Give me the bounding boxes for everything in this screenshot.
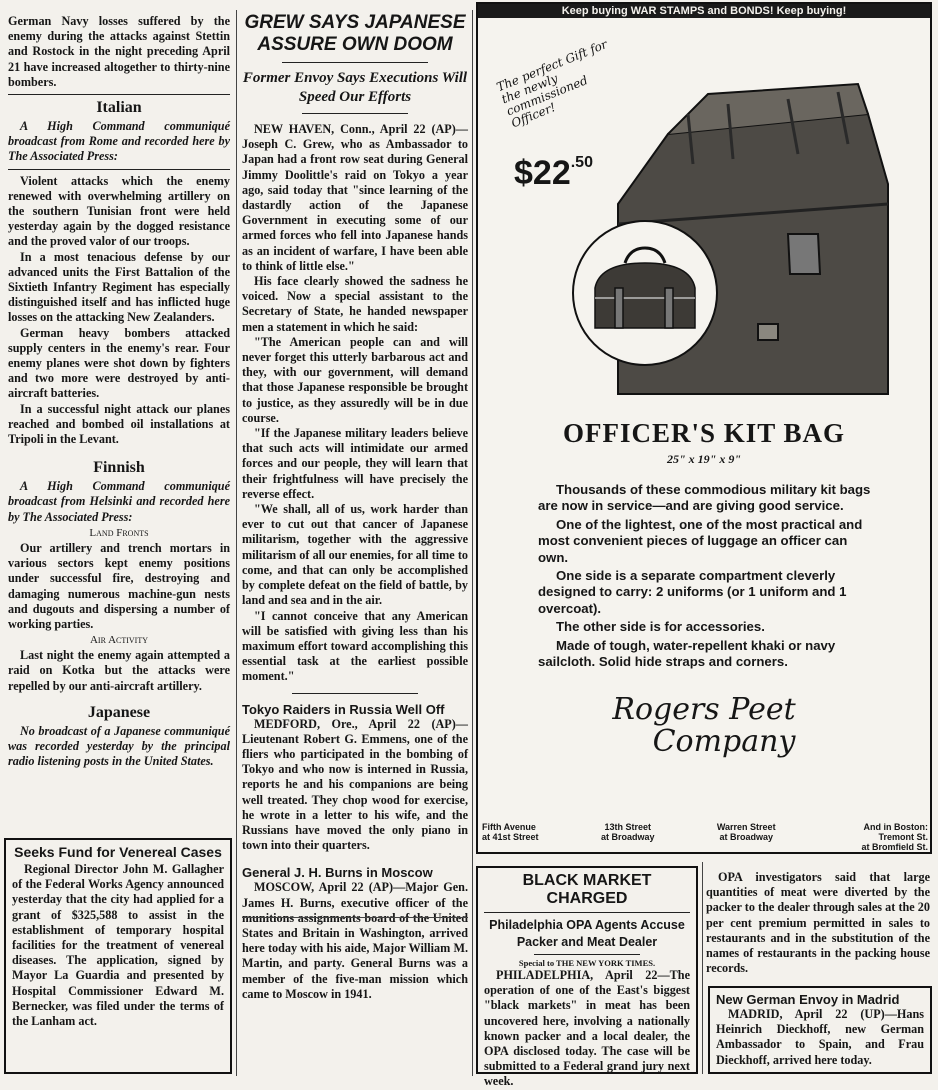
japanese-heading: Japanese [87,703,151,721]
price-dollars: $22 [514,154,571,192]
burns-text: MOSCOW, April 22 (AP)—Major Gen. James H. Burns, executive officer of the munitions assignments board of the United States and Britain in Washington, arrived here today with his aide, Major William M. Martin, and party. General Burns was a member of the five-man mission which came to Moscow in 1941. [242,880,468,1001]
price-cents: .50 [570,154,593,171]
black-market-heading: BLACK MARKET CHARGED [522,872,652,907]
air-activity-label: Air Activity [89,634,149,647]
black-market-subhead: Philadelphia OPA Agents Accuse Packer and Meat Dealer [489,918,685,949]
italian-lead: A High Command communiqué broadcast from Rome and recorded here by The Associated Press: [8,119,230,164]
raiders-text: MEDFORD, Ore., April 22 (AP)—Lieutenant Robert G. Emmens, one of the fliers who participated in the bombing of Tokyo and who now is interned in Russia, reports he and his companions are being well treated. They chop wood for exercise, he wrote in a letter to his wife, and the Russians have moved the only piano in town into their quarters. [242,716,468,853]
venereal-heading: Seeks Fund for Venereal Cases [14,844,222,860]
small-bag-inset [570,218,720,368]
brand-line2: Company [652,724,796,759]
brand-line1: Rogers Peet [612,692,796,727]
script-note: The perfect Gift for the newly commissioned Officer! [494,37,610,131]
kit-bag-advertisement [476,2,932,854]
finnish-lead: A High Command communiqué broadcast from Helsinki and recorded here by The Associated Press: [8,479,230,524]
land-fronts-text: Our artillery and trench mortars in various sectors kept enemy positions under successful fire, destroying and damaging numerous machine-gun nests and dugouts and dispersing a number of working parties. [8,540,230,631]
envoy-article [708,986,932,1074]
war-bonds-banner: Keep buying WAR STAMPS and BONDS! Keep buying! [478,4,930,18]
navy-losses-text: German Navy losses suffered by the enemy during the attacks against Stettin and Rostock in the night preceding April 21 have increased altogether to thirty-nine bombers. [8,14,230,89]
ad-copy: Thousands of these commodious military kit bags are now in service—and are giving good service. One of the lightest, one of the most practical and most convenient pieces of luggage an officer can own. One side is a separate compartment cleverly designed to carry: 2 uniforms (or 1 uniform and 1 overcoat). The other side is for accessories. Made of tough, water-repellent khaki or navy sailcloth. Solid hide straps and corners. [538,482,871,670]
finnish-heading: Finnish [93,459,145,477]
air-activity-text: Last night the enemy again attempted a raid on Kotka but the attacks were repelled by our anti-aircraft artillery. [8,648,230,693]
black-market-article [476,866,698,1089]
column-grew-article [242,12,468,1076]
opa-continuation [706,870,930,982]
italian-heading: Italian [96,99,142,117]
column-war-communiques [8,14,230,834]
special-dispatch: Special to THE NEW YORK TIMES. [518,958,656,968]
venereal-text: Regional Director John M. Gallagher of the Federal Works Agency announced yesterday that the city had applied for a grant of $325,588 to assist in the establishment of temporary hospital facilities for the treatment of venereal diseases. The application, signed by Mayor La Guardia and presented by Hospital Commissioner Edward M. Bernecker, was filed under the terms of the Lanham act. [12,862,224,1029]
grew-headline: GREW SAYS JAPANESE ASSURE OWN DOOM [244,12,466,55]
italian-body: Violent attacks which the enemy renewed with overwhelming artillery on the southern Tunisian front were held yesterday again by the dogged resistance and the proved valor of our troops. In a most tenacious defense by our advanced units the First Battalion of the Sixtieth Infantry Regiment has especially distinguished itself and has inflicted huge losses on the attacking New Zealanders. German heavy bombers attacked supply centers in the enemy's rear. Four enemy planes were shot down by fighters and two more were destroyed by anti-aircraft batteries. In a successful night attack our planes reached and bombed oil installations at Tripoli in the Levant. [8,173,230,447]
ad-title: OFFICER'S KIT BAG [562,418,846,448]
grew-body: NEW HAVEN, Conn., April 22 (AP)—Joseph C. Grew, who as Ambassador to Japan had a front row seat during General Jimmy Doolittle's raid on Tokyo a year ago, said today that "since learning of the dastardly action of the Japanese Government in executing some of our armed forces who fell into Japanese hands as an incident of warfare, I have been able to think of little else." His face clearly showed the sadness he voiced. Now a special assistant to the Secretary of State, he handed newspaper men a statement in which he said: "The American people can and will never forget this utterly barbarous act and they, with our government, will demand that those Japanese responsible be brought to justice, as they assuredly will be in due course. "If the Japanese military leaders believe that such acts will intimidate our armed forces and our people, they will learn that their frightfulness will have precisely the reverse effect. "We shall, all of us, work harder than ever to cut out that cancer of Japanese militarism, together with the aggressive militarism of all our enemies, for all time to come, and that can only be accomplished by complete defeat on the field of battle, by land and sea and in the air. "I cannot conceive that any American will be satisfied with giving less than his maximum effort toward accomplishing this essential task at the earliest possible moment." [242,122,468,684]
land-fronts-label: Land Fronts [89,526,149,539]
venereal-article [4,838,232,1074]
japanese-lead: No broadcast of a Japanese communiqué was recorded yesterday by the principal radio listening posts in the United States. [8,723,230,769]
envoy-heading: New German Envoy in Madrid [716,992,900,1007]
raiders-heading: Tokyo Raiders in Russia Well Off [242,701,445,717]
store-warren-street: Warren Street at Broadway [716,822,776,842]
store-fifth-avenue: Fifth Avenue at 41st Street [482,822,539,842]
store-locations [482,822,928,852]
opa-text: OPA investigators said that large quantities of meat were diverted by the packer to the dealer through sales at the 20 per cent premium permitted in sales to restaurants and in the substitution of the names of restaurants in the packing house records. [706,870,930,976]
envoy-text: MADRID, April 22 (UP)—Hans Heinrich Dieckhoff, new German Ambassador to Spain, and Frau Dieckhoff, arrived here today. [716,1007,924,1067]
grew-deck: Former Envoy Says Executions Will Speed Our Efforts [242,70,468,105]
store-13th-street: 13th Street at Broadway [600,822,655,842]
brand-logo [478,694,930,758]
burns-heading: General J. H. Burns in Moscow [242,865,433,881]
store-boston: And in Boston: Tremont St. at Bromfield St. [861,822,928,852]
ad-dimensions: 25" x 19" x 9" [667,452,741,466]
black-market-text: PHILADELPHIA, April 22—The operation of one of the East's biggest "black markets" in meat has been uncovered here, involving a nationally known packer and a local dealer, the OPA disclosed today. The case will be submitted to a Federal grand jury next week. [484,968,690,1089]
